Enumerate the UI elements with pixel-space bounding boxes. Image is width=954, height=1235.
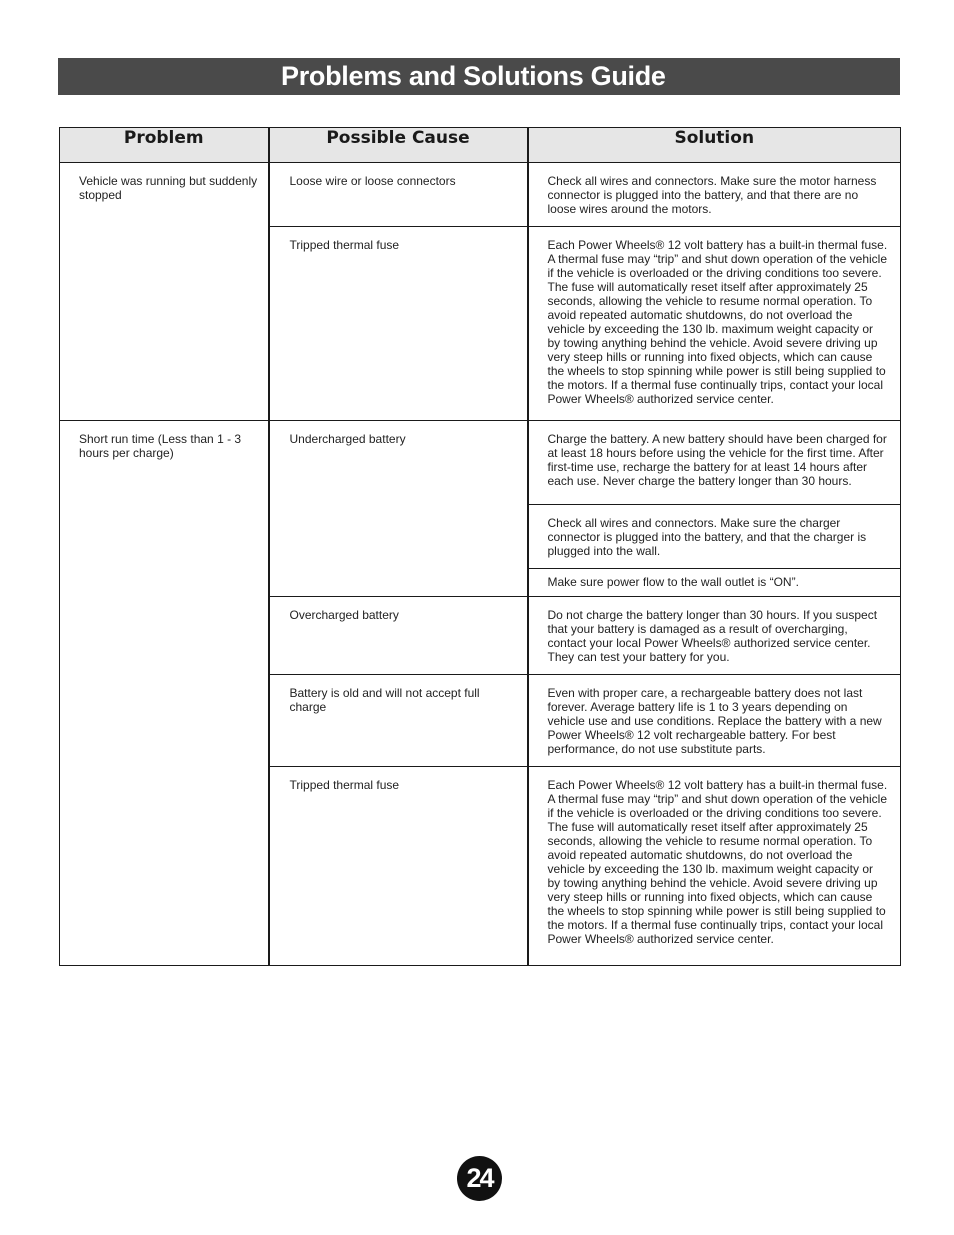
- solution-cell: Each Power Wheels® 12 volt battery has a built-in thermal fuse. A thermal fuse may “trip” and shut down operation of the vehicle if the vehicle is overloaded or the driving conditions too severe. The fuse will automatically reset itself after approximately 25 seconds, allowing the vehicle to resume normal operation. To avoid repeated automatic shutdowns, do not overload the vehicle by exceeding the 130 lb. maximum weight capacity or by towing anything behind the vehicle. Avoid severe driving up very steep hills or running into fixed objects, which can cause the wheels to stop spinning while power is still being supplied to the motors. If a thermal fuse continually trips, contact your local Power Wheels® authorized service center.: [528, 227, 901, 421]
- page-title: Problems and Solutions Guide: [281, 61, 666, 91]
- cause-cell: Tripped thermal fuse: [269, 227, 528, 421]
- cause-cell: Overcharged battery: [269, 597, 528, 675]
- table-row: [60, 163, 901, 227]
- solution-cell: Do not charge the battery longer than 30 hours. If you suspect that your battery is damaged as a result of overcharging, contact your local Power Wheels® authorized service center. They can test your battery for you.: [528, 597, 901, 675]
- table-header-row: [60, 128, 901, 163]
- solution-cell: Make sure power flow to the wall outlet is “ON”.: [528, 569, 901, 597]
- solution-cell: Check all wires and connectors. Make sure the motor harness connector is plugged into the battery, and that there are no loose wires around the motors.: [528, 163, 901, 227]
- solution-cell: Charge the battery. A new battery should have been charged for at least 18 hours before using the vehicle for the first time. After first-time use, recharge the battery for at least 14 hours after each use. Never charge the battery longer than 30 hours.: [528, 421, 901, 505]
- solution-cell: Each Power Wheels® 12 volt battery has a built-in thermal fuse. A thermal fuse may “trip” and shut down operation of the vehicle if the vehicle is overloaded or the driving conditions too severe. The fuse will automatically reset itself after approximately 25 seconds, allowing the vehicle to resume normal operation. To avoid repeated automatic shutdowns, do not overload the vehicle by exceeding the 130 lb. maximum weight capacity or by towing anything behind the vehicle. Avoid severe driving up very steep hills or running into fixed objects, which can cause the wheels to stop spinning while power is still being supplied to the motors. If a thermal fuse continually trips, contact your local Power Wheels® authorized service center.: [528, 767, 901, 966]
- problems-solutions-table: [59, 127, 901, 966]
- header-possible-cause: Possible Cause: [269, 128, 528, 163]
- cause-cell: Loose wire or loose connectors: [269, 163, 528, 227]
- problem-cell: Short run time (Less than 1 - 3 hours per charge): [60, 421, 269, 966]
- cause-cell: Undercharged battery: [269, 421, 528, 597]
- page-number-badge: 24: [457, 1156, 502, 1201]
- cause-cell: Tripped thermal fuse: [269, 767, 528, 966]
- cause-cell: Battery is old and will not accept full charge: [269, 675, 528, 767]
- header-problem: Problem: [60, 128, 269, 163]
- header-solution: Solution: [528, 128, 901, 163]
- solution-cell: Even with proper care, a rechargeable battery does not last forever. Average battery life is 1 to 3 years depending on vehicle use and use conditions. Replace the battery with a new Power Wheels® 12 volt rechargeable battery. For best performance, do not use substitute parts.: [528, 675, 901, 767]
- table-row: [60, 421, 901, 505]
- solution-cell: Check all wires and connectors. Make sure the charger connector is plugged into the battery, and that the charger is plugged into the wall.: [528, 505, 901, 569]
- problem-cell: Vehicle was running but suddenly stopped: [60, 163, 269, 421]
- title-banner: [58, 58, 900, 95]
